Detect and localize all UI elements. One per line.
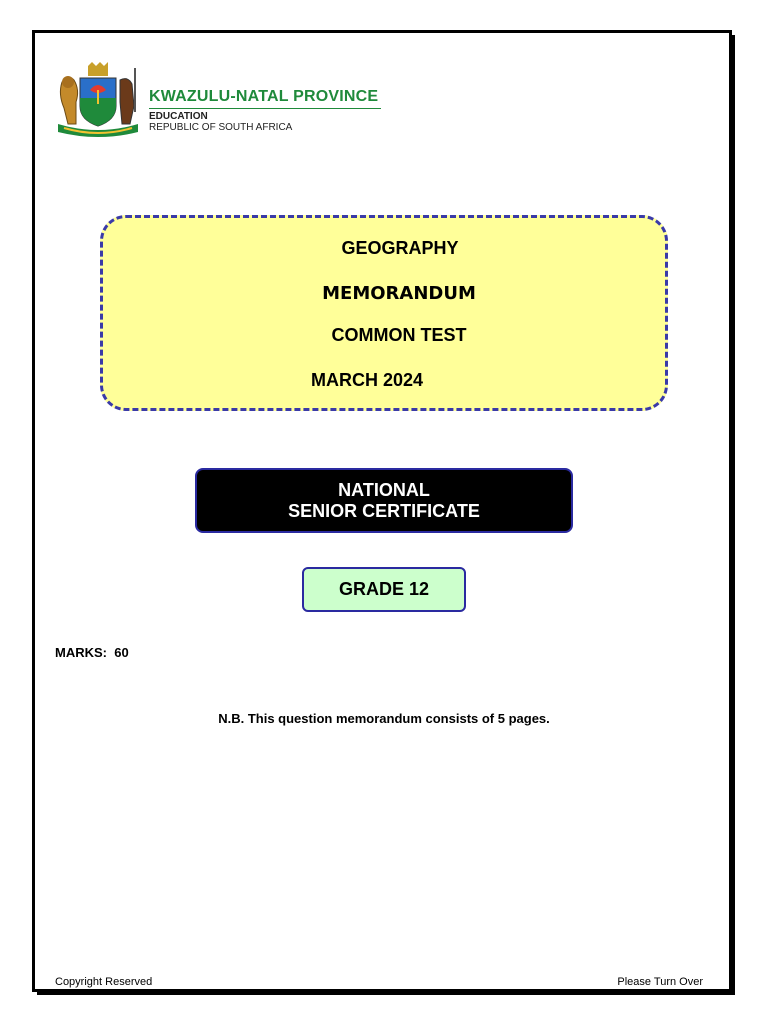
marks-total: MARKS: 60 [55, 645, 129, 660]
certificate-banner [195, 468, 573, 533]
subject-title: GEOGRAPHY [341, 238, 459, 258]
footer-copyright: Copyright Reserved [55, 976, 153, 988]
province-name: KWAZULU-NATAL PROVINCE [149, 88, 379, 105]
certificate-line-1: NATIONAL [338, 480, 430, 500]
footer-turn-over: Please Turn Over [617, 976, 703, 988]
header-divider [149, 108, 381, 109]
test-date: MARCH 2024 [311, 370, 424, 390]
certificate-line-2: SENIOR CERTIFICATE [288, 501, 480, 521]
department-logo [54, 62, 394, 142]
page-count-note: N.B. This question memorandum consists of 5 pages. [218, 711, 550, 726]
grade-badge: GRADE 12 [302, 567, 466, 612]
coat-of-arms-icon [54, 62, 142, 140]
department-name: EDUCATION [149, 111, 208, 122]
title-box [100, 215, 668, 411]
test-type: COMMON TEST [331, 325, 467, 345]
document-type: MEMORANDUM [322, 283, 476, 304]
country-name: REPUBLIC OF SOUTH AFRICA [149, 122, 293, 133]
footer-divider [54, 989, 704, 990]
